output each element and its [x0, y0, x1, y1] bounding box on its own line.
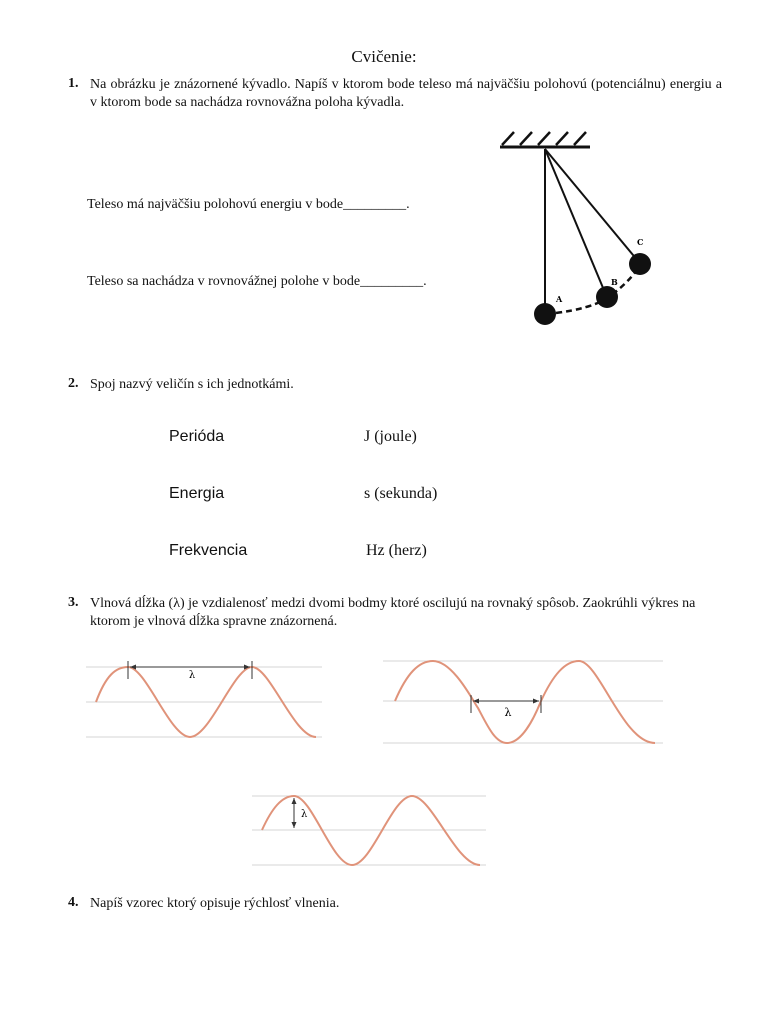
q1-number: 1. [68, 76, 79, 91]
quantity-period: Perióda [169, 428, 225, 445]
bob-c [629, 253, 651, 275]
unit-second: s (sekunda) [364, 485, 438, 502]
bob-a [534, 303, 556, 325]
q2-number: 2. [68, 376, 79, 391]
q4-number: 4. [68, 895, 79, 910]
q1-answer-potential-energy: Teleso má najväčšiu polohovú energiu v bode_________. [87, 197, 410, 212]
bob-b [596, 286, 618, 308]
q1-answer-equilibrium: Teleso sa nachádza v rovnovážnej polohe v bode_________. [87, 274, 427, 289]
q3-text: Vlnová dĺžka (λ) je vzdialenosť medzi dvomi bodmy ktoré oscilujú na rovnaký spôsob. Zaokrúhli výkres na ktorom je vlnová dĺžka spravne znázornená. [90, 596, 696, 629]
point-label-b: B [611, 277, 618, 287]
wave-diagram-2[interactable] [383, 655, 667, 750]
q3-number: 3. [68, 595, 79, 610]
q4-text: Napíš vzorec ktorý opisuje rýchlosť vlnenia. [90, 896, 340, 911]
lambda-label: λ [301, 809, 308, 820]
q1-text: Na obrázku je znázornené kývadlo. Napíš v ktorom bode teleso má najväčšiu polohovú (potenciálnu) energiu a v ktorom bode sa nachádza rovnovážna poloha kývadla. [90, 77, 722, 110]
point-label-a: A [556, 294, 563, 304]
wave-diagram-3[interactable] [252, 790, 492, 872]
page-title: Cvičenie: [351, 47, 417, 66]
lambda-label: λ [188, 670, 196, 681]
quantity-frequency: Frekvencia [169, 542, 248, 559]
q2-text: Spoj nazvý veličín s ich jednotkámi. [90, 377, 294, 392]
pendulum-diagram [490, 125, 670, 335]
quantity-energy: Energia [169, 485, 225, 502]
lambda-label: λ [504, 706, 512, 719]
wave-diagram-1[interactable] [86, 655, 326, 745]
unit-joule: J (joule) [364, 428, 417, 445]
unit-hertz: Hz (herz) [366, 542, 427, 559]
point-label-c: C [637, 237, 644, 247]
